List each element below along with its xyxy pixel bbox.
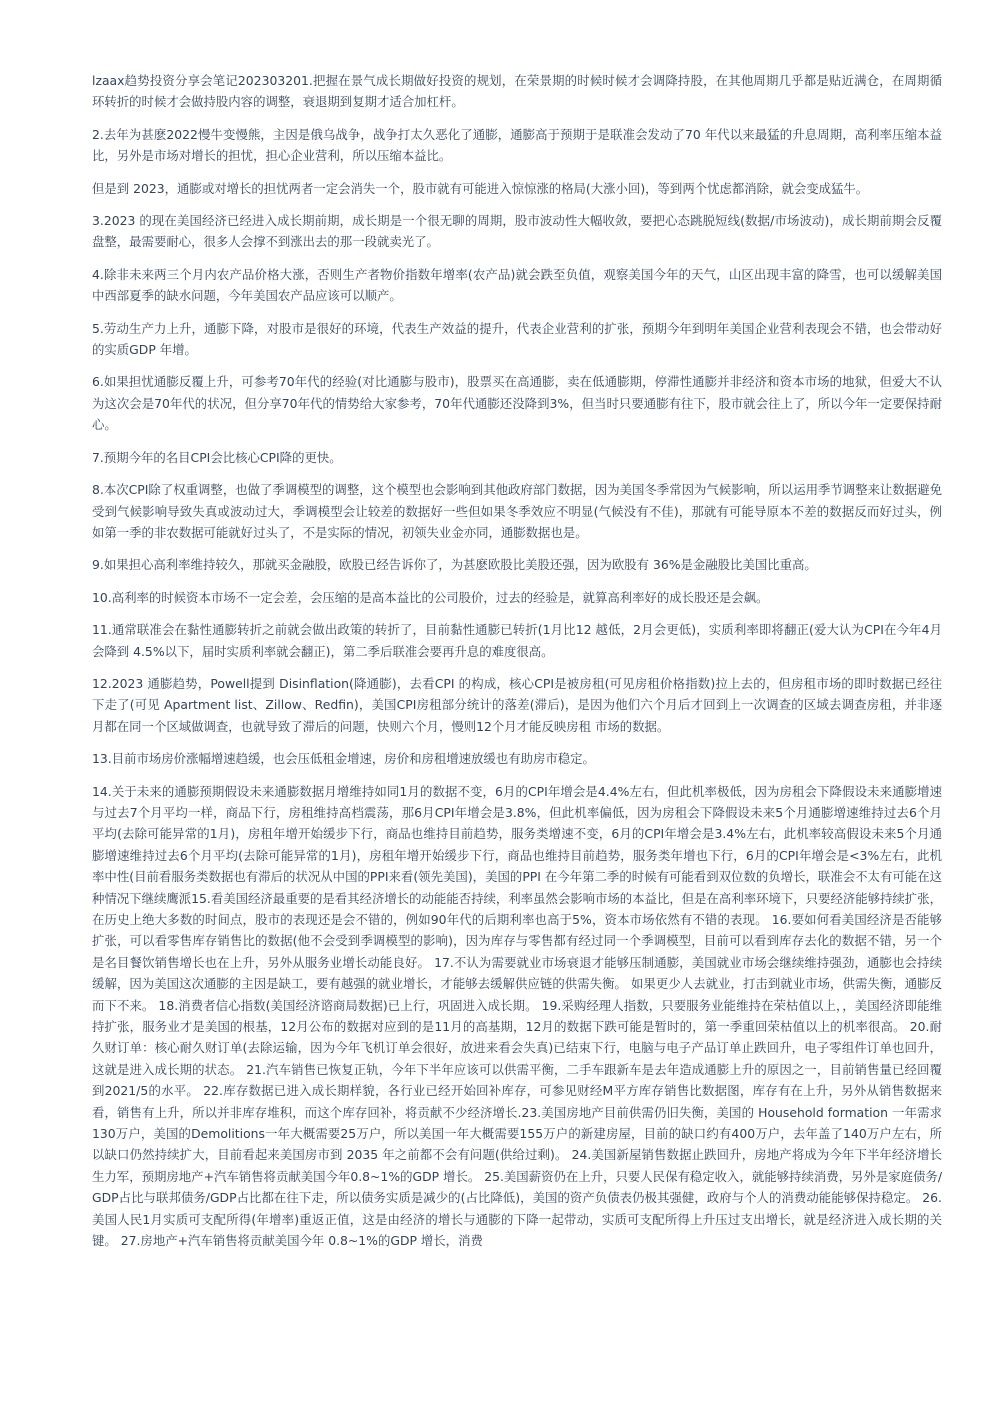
paragraph-2: 2.去年为甚麽2022慢牛变慢熊，主因是俄乌战争，战争打太久恶化了通膨，通膨高于预期于是联准会发动了70 年代以来最猛的升息周期，高利率压缩本益比，另外是市场对增长的担忧，担心企业营利，所以压缩本益比。 (92, 126, 942, 164)
paragraph-8: 8.本次CPI除了权重调整，也做了季调模型的调整，这个模型也会影响到其他政府部门数据，因为美国冬季常因为气候影响，所以运用季节调整来让数据避免受到气候影响导致失真或波动过大，季调模型会让较差的数据好一些但如果冬季效应不明显(气候没有不佳)，那就有可能导原本不差的数据反而好过头，例如第一季的非农数据可能就好过头了，不是实际的情况，初领失业金亦同，通膨数据也是。 (92, 482, 942, 540)
paragraph-2-continued: 但是到 2023，通膨或对增长的担忧两者一定会消失一个，股市就有可能进入惊惊涨的格局(大涨小回)，等到两个忧虑都消除，就会变成猛牛。 (92, 180, 869, 196)
paragraph-11: 11.通常联准会在黏性通膨转折之前就会做出政策的转折了，目前黏性通膨已转折(1月比12 越低，2月会更低)，实质利率即将翻正(爱大认为CPI在今年4月会降到 4.5%以下，届时实质利率就会翻正)，第二季后联准会要再升息的难度很高。 (92, 622, 942, 659)
paragraph-4: 4.除非未来两三个月内农产品价格大涨，否则生产者物价指数年增率(农产品)就会跌至负值，观察美国今年的天气，山区出现丰富的降雪，也可以缓解美国中西部夏季的缺水问题，今年美国农产品应该可以顺产。 (92, 266, 942, 304)
paragraph-13: 13.目前市场房价涨幅增速趋缓，也会压低租金增速，房价和房租增速放缓也有助房市稳定。 (92, 751, 595, 767)
paragraph-10: 10.高利率的时候资本市场不一定会差，会压缩的是高本益比的公司股价，过去的经验是，就算高利率好的成长股还是会飙。 (92, 589, 769, 605)
paragraph-5: 5.劳动生产力上升，通膨下降，对股市是很好的环境，代表生产效益的提升，代表企业营利的扩张，预期今年到明年美国企业营利表现会不错，也会带动好的实质GDP 年增。 (92, 320, 942, 358)
paragraph-14-to-27: 14.关于未来的通膨预期假设未来通膨数据月增维持如同1月的数据不变，6月的CPI年增会是4.4%左右，但此机率极低，因为房租会下降假设未来通膨增速与过去7个月平均一样，商品下行，房租维持高档震荡，那6月CPI年增会是3.8%，但此机率偏低，因为房租会下降假设未来5个月通膨增速维持过去6个月平均(去除可能异常的1月)，房租年增开始缓步下行，商品也维持目前趋势，服务类增速不变，6月的CPI年增会是3.4%左右，此机率较高假设未来5个月通膨增速维持过去6个月平均(去除可能异常的1月)，房租年增开始缓步下行，商品也维持目前趋势，服务类年增也下行，6月的CPI年增会是<3%左右，此机率中性(目前看服务类数据也有滞后的状况从中国的PPI来看(领先美国)，美国的PPI 在今年第二季的时候有可能看到双位数的负增长，联准会不太有可能在这种情况下继续鹰派15.看美国经济最重要的是看其经济增长的动能能否持续，利率虽然会影响市场的本益比，但是在高利率环境下，只要经济能够持续扩张，在历史上绝大多数的时间点，股市的表现还是会不错的，例如90年代的后期利率也高于5%，资本市场依然有不错的表现。 16.要如何看美国经济是否能够扩张，可以看零售库存销售比的数据(他不会受到季调模型的影响)，因为库存与零售都有经过同一个季调模型，目前可以看到库存去化的数据不错，另一个是名目餐饮销售增长也在上升，另外从服务业增长动能良好。 17.不认为需要就业市场衰退才能够压制通膨，美国就业市场会继续维持强劲，通膨也会持续缓解，因为美国这次通膨的主因是缺工，要有越强的就业增长，才能够去缓解供应链的供需失衡。 如果更少人去就业，打击到就业市场，供需失衡，通膨反而下不来。 18.消费者信心指数(美国经济谘商局数据)已上行，巩固进入成长期。 19.采购经理人指数，只要服务业能维持在荣枯值以上，，美国经济即能维持扩张，服务业才是美国的根基，12月公布的数据对应到的是11月的高基期，12月的数据下跌可能是暂时的，第一季重回荣枯值以上的机率很高。 20.耐久财订单：核心耐久财订单(去除运输，因为今年飞机订单会很好，放进来看会失真)已结束下行，电脑与电子产品订单止跌回升，电子零组件订单也回升，这就是进入成长期的状态。 21.汽车销售已恢复正轨，今年下半年应该可以供需平衡，二手车跟新车是去年造成通膨上升的原因之一，目前销售量已经回覆到2021/5的水平。 22.库存数据已进入成长期样貌，各行业已经开始回补库存，可参见财经M平方库存销售比数据图，库存有在上升，另外从销售数据来看，销售有上升，所以并非库存堆积，而这个库存回补，将贡献不少经济增长.23.美国房地产目前供需仍旧失衡，美国的 Household formation 一年需求130万户，美国的Demolitions一年大概需要25万户，所以美国一年大概需要155万户的新建房屋，目前的缺口约有400万户，去年盖了140万户左右，所以缺口仍然持续扩大，目前看起来美国房市到 2035 年之前都不会有问题(供给过剩)。 24.美国新屋销售数据止跌回升，房地产将成为今年下半年经济增长生力军，预期房地产+汽车销售将贡献美国今年0.8~1%的GDP 增长。 25.美国薪资仍在上升，只要人民保有稳定收入，就能够持续消费，另外是家庭债务/GDP占比与联邦债务/GDP占比都在往下走，所以债务实质是减少的(占比降低)，美国的资产负债表仍极其强健，政府与个人的消费动能能够保持稳定。 26.美国人民1月实质可支配所得(年增率)重返正值，这是由经济的增长与通膨的下降一起带动，实质可支配所得上升压过支出增长，就是经济进入成长期的关键。 27.房地产+汽车销售将贡献美国今年 0.8~1%的GDP 增长，消费 (92, 783, 942, 1249)
paragraph-12: 12.2023 通膨趋势，Powell提到 Disinflation(降通膨)，去看CPI 的构成，核心CPI是被房租(可见房租价格指数)拉上去的，但房租市场的即时数据已经往下走了(可见 Apartment list、Zillow、Redfin)，美国CPI房租部分统计的落差(滞后)，是因为他们六个月后才回到上一次调查的区域去调查房租，并非逐月都在同一个区域做调查，也就导致了滞后的问题，快则六个月，慢则12个月才能反映房租 市场的数据。 (92, 675, 942, 734)
paragraph-3: 3.2023 的现在美国经济已经进入成长期前期，成长期是一个很无聊的周期，股市波动性大幅收敛，要把心态跳脱短线(数据/市场波动)，成长期前期会反覆盘整，最需要耐心，很多人会撑不到涨出去的那一段就卖光了。 (92, 213, 942, 250)
paragraph-1: lzaax趋势投资分享会笔记202303201.把握在景气成长期做好投资的规划，在荣景期的时候时候才会调降持股，在其他周期几乎都是贴近满仓，在周期循环转折的时候才会做持股内容的调整，衰退期到复期才适合加杠杆。 (92, 73, 942, 110)
paragraph-7: 7.预期今年的名目CPI会比核心CPI降的更快。 (92, 449, 342, 465)
paragraph-6: 6.如果担忧通膨反覆上升，可参考70年代的经验(对比通膨与股市)，股票买在高通膨，卖在低通膨期，停滞性通膨并非经济和资本市场的地狱，但爱大不认为这次会是70年代的状况，但分享70年代的情势给大家参考，70年代通膨还没降到3%，但当时只要通膨有往下，股市就会往上了，所以今年一定要保持耐心。 (92, 374, 942, 433)
paragraph-9: 9.如果担心高利率维持较久，那就买金融股，欧股已经告诉你了，为甚麽欧股比美股还强，因为欧股有 36%是金融股比美国比重高。 (92, 557, 817, 573)
